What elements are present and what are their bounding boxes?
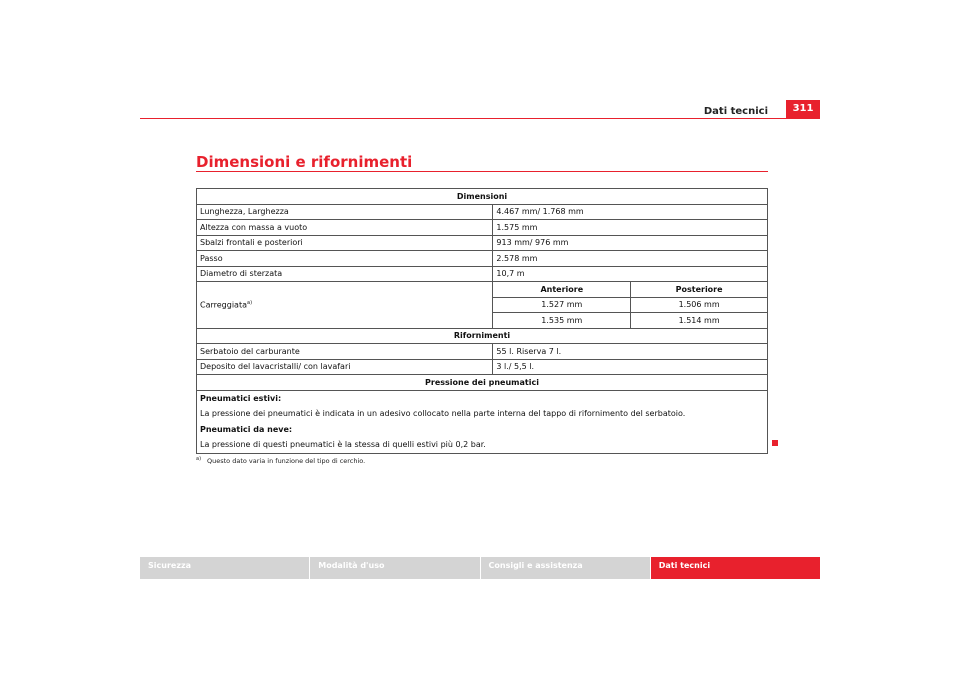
row-value: 1.575 mm — [493, 220, 768, 236]
table-row — [197, 251, 768, 267]
row-label: Passo — [197, 251, 493, 267]
row-value: 913 mm/ 976 mm — [493, 235, 768, 251]
footnote — [196, 456, 365, 465]
winter-tires-title: Pneumatici da neve: — [200, 424, 293, 434]
table-row — [197, 390, 768, 453]
row-label: Diametro di sterzata — [197, 266, 493, 282]
page-number: 311 — [786, 100, 820, 118]
summer-tires-title: Pneumatici estivi: — [200, 393, 282, 403]
table-row — [197, 189, 768, 205]
footer-tab-modalita-uso[interactable]: Modalità d'uso — [310, 557, 480, 579]
table-row — [197, 204, 768, 220]
dimensions-header: Dimensioni — [197, 189, 768, 205]
track-label: Carreggiata — [200, 300, 247, 310]
table-row — [197, 328, 768, 344]
row-value: 4.467 mm/ 1.768 mm — [493, 204, 768, 220]
front-value: 1.527 mm — [493, 297, 631, 313]
winter-tires-text: La pressione di questi pneumatici è la stessa di quelli estivi più 0,2 bar. — [200, 440, 486, 449]
tire-pressure-cell — [197, 390, 768, 453]
table-row — [197, 266, 768, 282]
table-row — [197, 235, 768, 251]
table-row — [197, 375, 768, 391]
running-head: Dati tecnici — [703, 106, 768, 117]
footer-tab-consigli-assistenza[interactable]: Consigli e assistenza — [481, 557, 651, 579]
front-value: 1.535 mm — [493, 313, 631, 329]
rear-value: 1.514 mm — [631, 313, 768, 329]
rear-header: Posteriore — [631, 282, 768, 298]
table-row — [197, 344, 768, 360]
section-title: Dimensioni e rifornimenti — [196, 153, 413, 171]
footer-tab-dati-tecnici[interactable]: Dati tecnici — [651, 557, 820, 579]
summer-tires-text: La pressione dei pneumatici è indicata in un adesivo collocato nella parte interna del tappo di rifornimento del serbatoio. — [200, 409, 686, 418]
row-label: Lunghezza, Larghezza — [197, 204, 493, 220]
row-value: 3 l./ 5,5 l. — [493, 359, 768, 375]
specs-table — [196, 188, 768, 454]
footer-nav — [140, 557, 820, 579]
row-label: Serbatoio del carburante — [197, 344, 493, 360]
footer-tab-sicurezza[interactable]: Sicurezza — [140, 557, 310, 579]
table-row — [197, 359, 768, 375]
header-rule — [140, 118, 820, 119]
footnote-text: Questo dato varia in funzione del tipo di cerchio. — [207, 457, 366, 466]
footnote-mark: a) — [196, 456, 202, 462]
row-label: Deposito del lavacristalli/ con lavafari — [197, 359, 493, 375]
row-value: 55 l. Riserva 7 l. — [493, 344, 768, 360]
refuel-header: Rifornimenti — [197, 328, 768, 344]
row-label: Sbalzi frontali e posteriori — [197, 235, 493, 251]
table-row — [197, 282, 768, 298]
row-label: Altezza con massa a vuoto — [197, 220, 493, 236]
footnote-ref: a) — [247, 299, 253, 306]
track-label-cell — [197, 282, 493, 329]
rear-value: 1.506 mm — [631, 297, 768, 313]
title-rule — [196, 171, 768, 172]
row-value: 2.578 mm — [493, 251, 768, 267]
tire-header: Pressione dei pneumatici — [197, 375, 768, 391]
table-row — [197, 220, 768, 236]
end-marker — [772, 440, 778, 446]
front-header: Anteriore — [493, 282, 631, 298]
row-value: 10,7 m — [493, 266, 768, 282]
